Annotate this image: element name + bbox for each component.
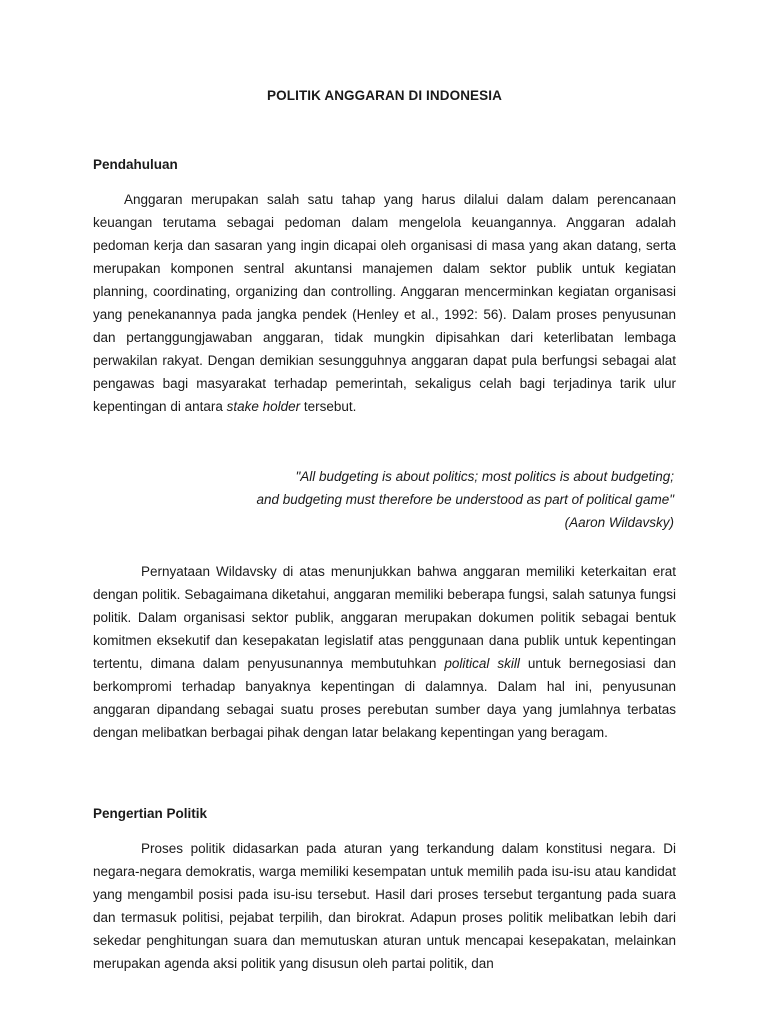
italic-term: political skill <box>444 656 520 671</box>
quote-line-2: and budgeting must therefore be understood as part of political game" <box>256 492 674 507</box>
italic-term: stake holder <box>226 399 301 414</box>
section-heading-pendahuluan: Pendahuluan <box>93 157 178 172</box>
paragraph-intro <box>93 188 676 418</box>
paragraph-text: tersebut. <box>300 399 357 414</box>
paragraph-proses-politik: Proses politik didasarkan pada aturan yang terkandung dalam konstitusi negara. Di negara-negara demokratis, warga memiliki kesempatan untuk memilih pada isu-isu atau kandidat yang mengambil posisi pada isu-isu tersebut. Hasil dari proses tersebut tergantung pada suara dan termasuk politisi, pejabat terpilih, dan birokrat. Adapun proses politik melibatkan lebih dari sekedar penghitungan suara dan memutuskan aturan untuk mencapai kesepakatan, melainkan merupakan agenda aksi politik yang disusun oleh partai politik, dan <box>93 841 676 971</box>
paragraph-text: untuk bernegosiasi dan berkompromi terhadap banyaknya kepentingan di dalamnya. Dalam hal ini, penyusunan anggaran dipandang sebagai suatu proses perebutan sumber daya yang jumlahnya terbatas dengan melibatkan berbagai pihak dengan latar belakang kepentingan yang beragam. <box>93 656 676 740</box>
quote-line-1: "All budgeting is about politics; most politics is about budgeting; <box>295 469 674 484</box>
paragraph-text: Anggaran merupakan salah satu tahap yang harus dilalui dalam dalam perencanaan keuangan terutama sebagai pedoman dalam mengelola keuangannya. Anggaran adalah pedoman kerja dan sasaran yang ingin dicapai oleh organisasi di masa yang akan datang, serta merupakan komponen sentral akuntansi manajemen dalam sektor publik untuk kegiatan planning, coordinating, organizing dan controlling. Anggaran mencerminkan kegiatan organisasi yang penekanannya pada jangka pendek (Henley et al., 1992: 56). Dalam proses penyusunan dan pertanggungjawaban anggaran, tidak mungkin dipisahkan dari keterlibatan lembaga perwakilan rakyat. Dengan demikian sesungguhnya anggaran dapat pula berfungsi sebagai alat pengawas bagi masyarakat terhadap pemerintah, sekaligus celah bagi terjadinya tarik ulur kepentingan di antara <box>93 192 676 414</box>
document-title: POLITIK ANGGARAN DI INDONESIA <box>267 88 502 103</box>
paragraph-text: Pernyataan Wildavsky di atas menunjukkan bahwa anggaran memiliki keterkaitan erat dengan politik. Sebagaimana diketahui, anggaran memiliki beberapa fungsi, salah satunya fungsi politik. Dalam organisasi sektor publik, anggaran merupakan dokumen politik sebagai bentuk komitmen eksekutif dan kesepakatan legislatif atas penggunaan dana publik untuk kepentingan tertentu, dimana dalam penyusunannya membutuhkan <box>93 564 676 671</box>
quote-attribution: (Aaron Wildavsky) <box>564 515 674 530</box>
section-heading-pengertian-politik: Pengertian Politik <box>93 806 208 821</box>
block-quote <box>174 465 674 534</box>
paragraph-wildavsky <box>93 560 676 744</box>
